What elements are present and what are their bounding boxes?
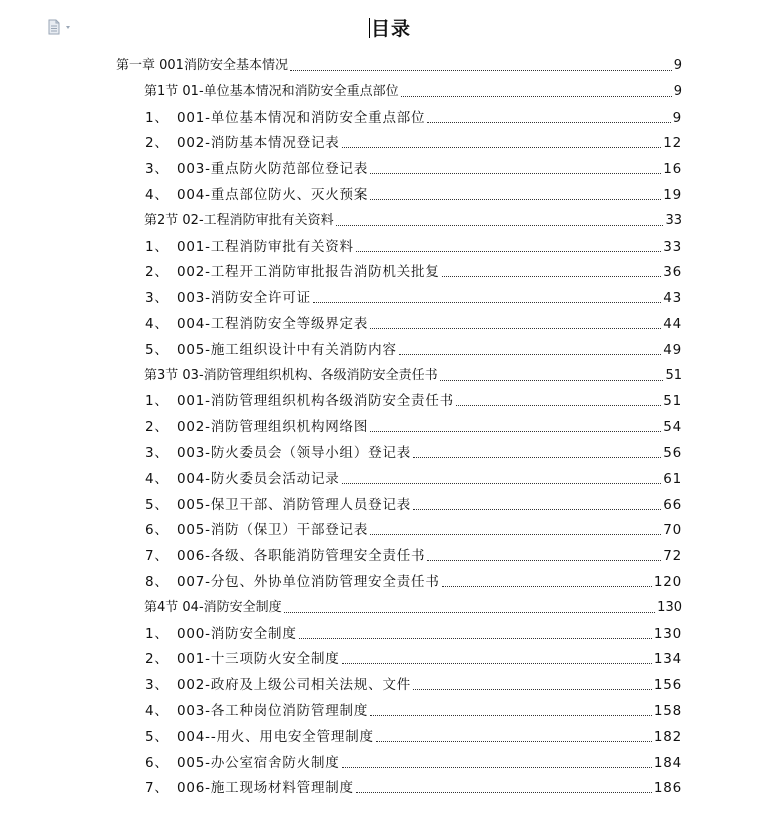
toc-entry-label xyxy=(145,626,297,642)
toc-entry-label xyxy=(145,264,440,280)
toc-entry-number: 5、 xyxy=(145,728,169,745)
toc-entry-number: 5、 xyxy=(145,496,169,513)
toc-entry-text: 006-施工现场材料管理制度 xyxy=(177,780,354,797)
toc-entry-text: 002-消防基本情况登记表 xyxy=(177,135,340,152)
toc-entry-item[interactable] xyxy=(145,413,682,435)
toc-entry-label xyxy=(145,755,340,771)
toc-entry-text: 002-消防管理组织机构网络图 xyxy=(177,419,369,436)
toc-page-number: 33 xyxy=(663,238,682,255)
toc-entry-item[interactable] xyxy=(145,104,682,126)
toc-entry-label xyxy=(145,290,311,306)
toc-entry-text: 001-单位基本情况和消防安全重点部位 xyxy=(177,109,426,126)
toc-entry-number: 6、 xyxy=(145,522,169,539)
toc-dot-leader xyxy=(413,689,652,690)
toc-entry-label xyxy=(145,522,368,538)
toc-entry-number: 6、 xyxy=(145,754,169,771)
toc-entry-label xyxy=(145,780,354,796)
toc-page-number: 182 xyxy=(653,728,682,745)
toc-entry-text: 002-工程开工消防审批报告消防机关批复 xyxy=(177,264,440,281)
toc-entry-label xyxy=(145,419,368,435)
toc-entry-number: 4、 xyxy=(145,703,169,719)
toc-entry-text: 000-消防安全制度 xyxy=(177,625,297,642)
toc-entry-number: 3、 xyxy=(145,677,169,694)
toc-entry-item[interactable] xyxy=(145,336,682,358)
toc-entry-label xyxy=(145,574,440,590)
toc-page-number: 72 xyxy=(663,548,682,565)
toc-entry-section[interactable] xyxy=(144,78,682,100)
toc-entry-number: 5、 xyxy=(145,341,169,358)
toc-entry-label xyxy=(144,213,334,229)
toc-entry-item[interactable] xyxy=(145,258,682,280)
toc-dot-leader xyxy=(370,431,661,432)
toc-entry-item[interactable] xyxy=(145,516,682,538)
toc-entry-number: 2、 xyxy=(145,651,169,668)
toc-page-number: 61 xyxy=(663,470,682,487)
toc-entry-label xyxy=(144,84,399,100)
toc-entry-item[interactable] xyxy=(145,491,682,513)
toc-page-number: 130 xyxy=(653,625,682,642)
page-title-text: 目录 xyxy=(370,18,411,40)
toc-page-number: 43 xyxy=(663,290,682,307)
toc-dot-leader xyxy=(370,328,661,329)
toc-entry-label xyxy=(116,58,288,74)
toc-page-number: 184 xyxy=(653,754,682,771)
toc-entry-label xyxy=(145,651,340,667)
toc-page-number: 33 xyxy=(665,212,682,228)
toc-page-number: 9 xyxy=(673,83,682,99)
toc-entry-number: 1、 xyxy=(145,109,169,126)
toc-page-number: 51 xyxy=(663,393,682,410)
toc-page-number: 51 xyxy=(665,367,682,383)
toc-dot-leader xyxy=(313,302,661,303)
toc-entry-label xyxy=(144,600,282,616)
toc-entry-label xyxy=(145,342,397,358)
toc-page-number: 186 xyxy=(653,780,682,797)
toc-entry-item[interactable] xyxy=(145,155,682,177)
toc-entry-label xyxy=(145,497,411,513)
toc-entry-number: 4、 xyxy=(145,316,169,332)
toc-entry-number: 1、 xyxy=(145,625,169,642)
toc-dot-leader xyxy=(356,251,661,252)
toc-entry-text: 004--用火、用电安全管理制度 xyxy=(177,728,374,745)
toc-entry-item[interactable] xyxy=(145,387,682,409)
toc-entry-label xyxy=(145,471,340,487)
toc-entry-label xyxy=(145,135,340,151)
toc-dot-leader xyxy=(370,173,661,174)
toc-dot-leader xyxy=(442,276,662,277)
toc-entry-number: 4、 xyxy=(145,470,169,487)
toc-entry-item[interactable] xyxy=(145,233,682,255)
toc-entry-number: 1、 xyxy=(145,238,169,255)
toc-entry-number: 2、 xyxy=(145,135,169,152)
toc-dot-leader xyxy=(342,147,662,148)
toc-entry-item[interactable] xyxy=(145,568,682,590)
toc-dot-leader xyxy=(342,767,652,768)
toc-dot-leader xyxy=(399,354,661,355)
toc-entry-number: 3、 xyxy=(145,445,169,461)
toc-entry-text: 005-消防（保卫）干部登记表 xyxy=(177,522,369,539)
toc-entry-item[interactable] xyxy=(145,774,682,796)
toc-entry-number: 2、 xyxy=(145,264,169,281)
toc-entry-item[interactable] xyxy=(145,465,682,487)
toc-dot-leader xyxy=(299,638,652,639)
toc-entry-label xyxy=(145,393,454,409)
toc-entry-text: 004-重点部位防火、灭火预案 xyxy=(177,187,369,203)
toc-page-number: 19 xyxy=(663,187,682,203)
toc-entry-text: 第一章 001消防安全基本情况 xyxy=(116,58,288,73)
toc-entry-section[interactable] xyxy=(144,594,682,616)
toc-dot-leader xyxy=(413,509,661,510)
toc-entry-text: 004-工程消防安全等级界定表 xyxy=(177,316,369,332)
toc-dot-leader xyxy=(442,586,652,587)
toc-page-number: 36 xyxy=(663,264,682,281)
toc-entry-text: 第1节 01-单位基本情况和消防安全重点部位 xyxy=(144,83,399,99)
toc-page-number: 158 xyxy=(653,703,682,719)
toc-entry-label xyxy=(145,677,411,693)
toc-entry-label xyxy=(145,703,368,719)
toc-page-number: 54 xyxy=(663,419,682,436)
toc-dot-leader xyxy=(440,380,664,381)
toc-entry-number: 3、 xyxy=(145,161,169,178)
toc-entry-label xyxy=(145,161,368,177)
page-title xyxy=(0,14,780,41)
toc-entry-text: 005-保卫干部、消防管理人员登记表 xyxy=(177,496,412,513)
toc-page-number: 44 xyxy=(663,316,682,332)
toc-dot-leader xyxy=(427,122,670,123)
toc-entry-item[interactable] xyxy=(145,620,682,642)
toc-entry-text: 003-重点防火防范部位登记表 xyxy=(177,161,369,178)
toc-entry-number: 3、 xyxy=(145,290,169,307)
toc-dot-leader xyxy=(427,560,661,561)
toc-entry-item[interactable] xyxy=(145,129,682,151)
toc-entry-item[interactable] xyxy=(145,181,682,203)
toc-dot-leader xyxy=(356,792,652,793)
toc-entry-item[interactable] xyxy=(145,542,682,564)
toc-page-number: 56 xyxy=(663,445,682,461)
toc-entry-text: 007-分包、外协单位消防管理安全责任书 xyxy=(177,574,440,590)
toc-entry-section[interactable] xyxy=(144,207,682,229)
toc-entry-item[interactable] xyxy=(145,310,682,332)
toc-entry-text: 001-消防管理组织机构各级消防安全责任书 xyxy=(177,393,454,410)
toc-page-number: 49 xyxy=(663,341,682,358)
toc-dot-leader xyxy=(336,225,664,226)
toc-entry-text: 第3节 03-消防管理组织机构、各级消防安全责任书 xyxy=(144,367,438,383)
toc-page-number: 120 xyxy=(653,574,682,590)
toc-entry-label xyxy=(145,548,425,564)
toc-entry-text: 第2节 02-工程消防审批有关资料 xyxy=(144,212,334,228)
toc-dot-leader xyxy=(370,715,652,716)
toc-dot-leader xyxy=(342,663,652,664)
toc-entry-item[interactable] xyxy=(145,645,682,667)
toc-entry-item[interactable] xyxy=(145,749,682,771)
toc-entry-label xyxy=(145,316,368,332)
toc-entry-text: 第4节 04-消防安全制度 xyxy=(144,599,282,615)
toc-dot-leader xyxy=(284,612,656,613)
toc-entry-label xyxy=(145,445,411,461)
toc-page-number: 130 xyxy=(657,599,682,615)
toc-entry-text: 003-防火委员会（领导小组）登记表 xyxy=(177,445,412,461)
toc-page-number: 9 xyxy=(672,109,682,126)
toc-page-number: 66 xyxy=(663,496,682,513)
toc-entry-item[interactable] xyxy=(145,697,682,719)
toc-page-number: 12 xyxy=(663,135,682,152)
toc-entry-text: 003-各工种岗位消防管理制度 xyxy=(177,703,369,719)
toc-entry-text: 004-防火委员会活动记录 xyxy=(177,470,340,487)
toc-dot-leader xyxy=(401,96,672,97)
toc-dot-leader xyxy=(342,483,662,484)
toc-page-number: 9 xyxy=(673,58,682,73)
toc-entry-text: 001-工程消防审批有关资料 xyxy=(177,238,354,255)
toc-entry-chapter[interactable] xyxy=(116,52,682,74)
toc-entry-item[interactable] xyxy=(145,723,682,745)
toc-dot-leader xyxy=(413,457,661,458)
toc-entry-number: 8、 xyxy=(145,574,169,590)
toc-entry-label xyxy=(145,187,368,203)
toc-entry-text: 002-政府及上级公司相关法规、文件 xyxy=(177,677,412,694)
toc-entry-number: 1、 xyxy=(145,393,169,410)
toc-dot-leader xyxy=(370,534,661,535)
toc-entry-text: 005-办公室宿舍防火制度 xyxy=(177,754,340,771)
toc-dot-leader xyxy=(456,405,661,406)
toc-dot-leader xyxy=(376,741,652,742)
toc-entry-text: 006-各级、各职能消防管理安全责任书 xyxy=(177,548,426,565)
toc-entry-number: 7、 xyxy=(145,780,169,797)
toc-page-number: 134 xyxy=(653,651,682,668)
toc-entry-item[interactable] xyxy=(145,671,682,693)
toc-entry-section[interactable] xyxy=(144,362,682,384)
toc-dot-leader xyxy=(370,199,661,200)
toc-entry-item[interactable] xyxy=(145,284,682,306)
text-cursor xyxy=(369,18,370,38)
toc-entry-number: 4、 xyxy=(145,187,169,203)
toc-entry-label xyxy=(145,239,354,255)
toc-entry-label xyxy=(145,110,425,126)
toc-dot-leader xyxy=(290,70,672,71)
toc-entry-label xyxy=(145,729,374,745)
toc-entry-text: 003-消防安全许可证 xyxy=(177,290,311,307)
toc-entry-number: 2、 xyxy=(145,419,169,436)
toc-page-number: 70 xyxy=(663,522,682,539)
toc-page-number: 16 xyxy=(663,161,682,178)
toc-entry-item[interactable] xyxy=(145,439,682,461)
toc-entry-label xyxy=(144,368,438,384)
toc-page-number: 156 xyxy=(653,677,682,694)
toc-entry-text: 001-十三项防火安全制度 xyxy=(177,651,340,668)
toc-entry-text: 005-施工组织设计中有关消防内容 xyxy=(177,341,397,358)
toc-entry-number: 7、 xyxy=(145,548,169,565)
